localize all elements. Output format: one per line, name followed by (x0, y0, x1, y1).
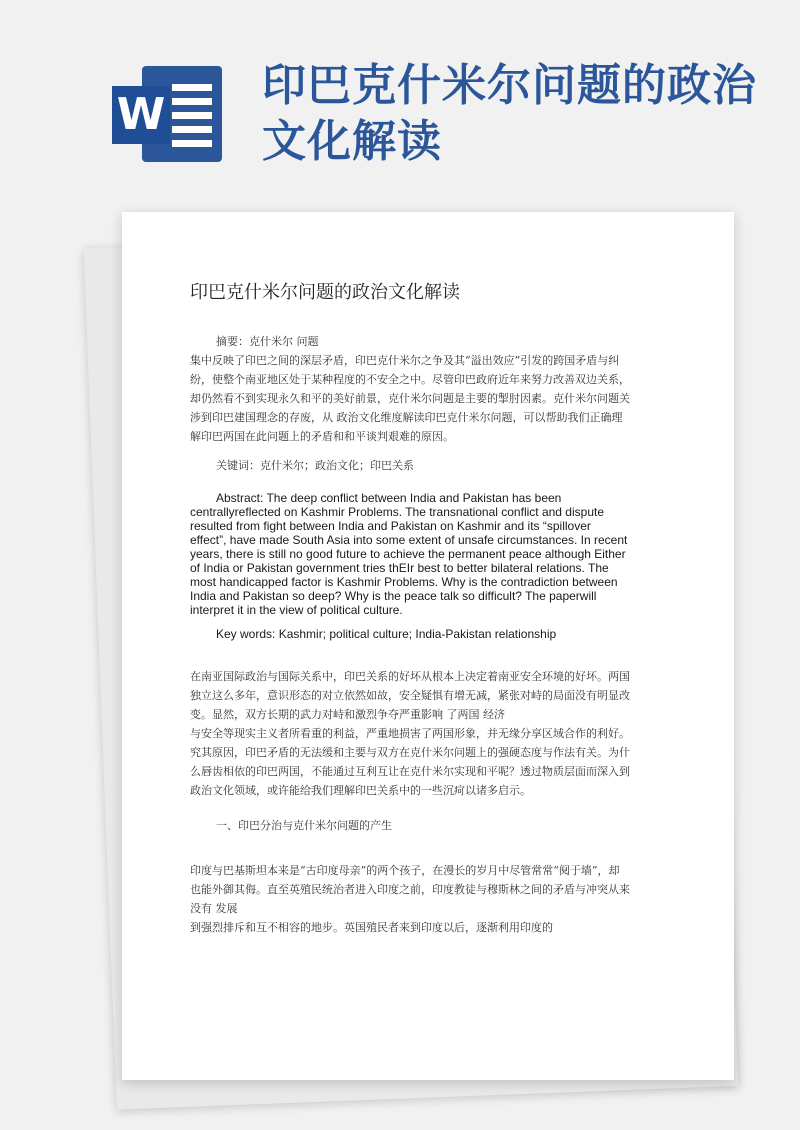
abstract-cn-body: 集中反映了印巴之间的深层矛盾，印巴克什米尔之争及其“溢出效应”引发的跨国矛盾与纠纷，使整个南亚地区处于某种程度的不安全之中。尽管印巴政府近年来努力改善双边关系，却仍然看不到实现永久和平的美好前景，克什米尔问题是主要的掣肘因素。克什米尔问题关涉到印巴建国理念的存废，从 政治文化维度解读印巴克什米尔问题，可以帮助我们正确理解印巴两国在此问题上的矛盾和和平谈判艰难的原因。 (190, 354, 630, 443)
section-1-paragraph-1: 印度与巴基斯坦本来是“古印度母亲”的两个孩子，在漫长的岁月中尽管常常“阋于墙”，却也能外御其侮。直至英殖民统治者进入印度之前，印度教徒与穆斯林之间的矛盾与冲突从来没有 发展 (190, 864, 630, 915)
intro-paragraph-1: 在南亚国际政治与国际关系中，印巴关系的好坏从根本上决定着南亚安全环境的好坏。两国独立这么多年，意识形态的对立依然如故，安全疑惧有增无减，紧张对峙的局面没有明显改变。显然，双方长期的武力对峙和激烈争夺严重影响 了两国 经济 (190, 670, 630, 721)
abstract-en: Abstract: The deep conflict between India and Pakistan has been centrallyreflected on Kashmir Problems. The transnational conflict and dispute resulted from fight between India and Pakistan on Kashmir and its “spillover effect”, have made South Asia into some extent of unsafe circumstances. In recent years, there is still no good future to achieve the permanent peace although Either of India or Pakistan government tries thEIr best to better bilateral relations. The most handicapped factor is Kashmir Problems. Why is the contradiction between India and Pakistan so deep? Why is the peace talk so difficult? The paperwill interpret it in the view of political culture. (190, 491, 628, 617)
document-content (190, 280, 630, 937)
abstract-cn-label: 摘要：克什米尔 问题 (216, 335, 319, 348)
word-icon-badge: W (112, 86, 170, 144)
word-icon-line (172, 112, 212, 119)
keywords-en: Key words: Kashmir; political culture; India-Pakistan relationship (216, 627, 557, 641)
word-icon-line (172, 98, 212, 105)
word-document-icon (112, 66, 224, 162)
section-1-paragraph-2: 到强烈排斥和互不相容的地步。英国殖民者来到印度以后，逐渐利用印度的 (190, 921, 553, 934)
keywords-cn: 关键词：克什米尔；政治文化；印巴关系 (216, 459, 414, 472)
banner (0, 0, 800, 200)
intro-paragraph-2: 与安全等现实主义者所看重的利益，严重地损害了两国形象，并无缘分享区域合作的利好。究其原因，印巴矛盾的无法缓和主要与双方在克什米尔问题上的强硬态度与作法有关。为什么唇齿相依的印巴两国，不能通过互利互让在克什米尔实现和平呢？透过物质层面而深入到政治文化领域，或许能给我们理解印巴关系中的一些沉疴以诸多启示。 (190, 727, 630, 797)
section-1-heading: 一、印巴分治与克什米尔问题的产生 (216, 819, 392, 832)
banner-title: 印巴克什米尔问题的政治文化解读 (262, 60, 757, 167)
word-icon-line (172, 84, 212, 91)
document-page (122, 212, 734, 1080)
word-icon-line (172, 140, 212, 147)
word-icon-line (172, 126, 212, 133)
document-title: 印巴克什米尔问题的政治文化解读 (190, 282, 460, 303)
